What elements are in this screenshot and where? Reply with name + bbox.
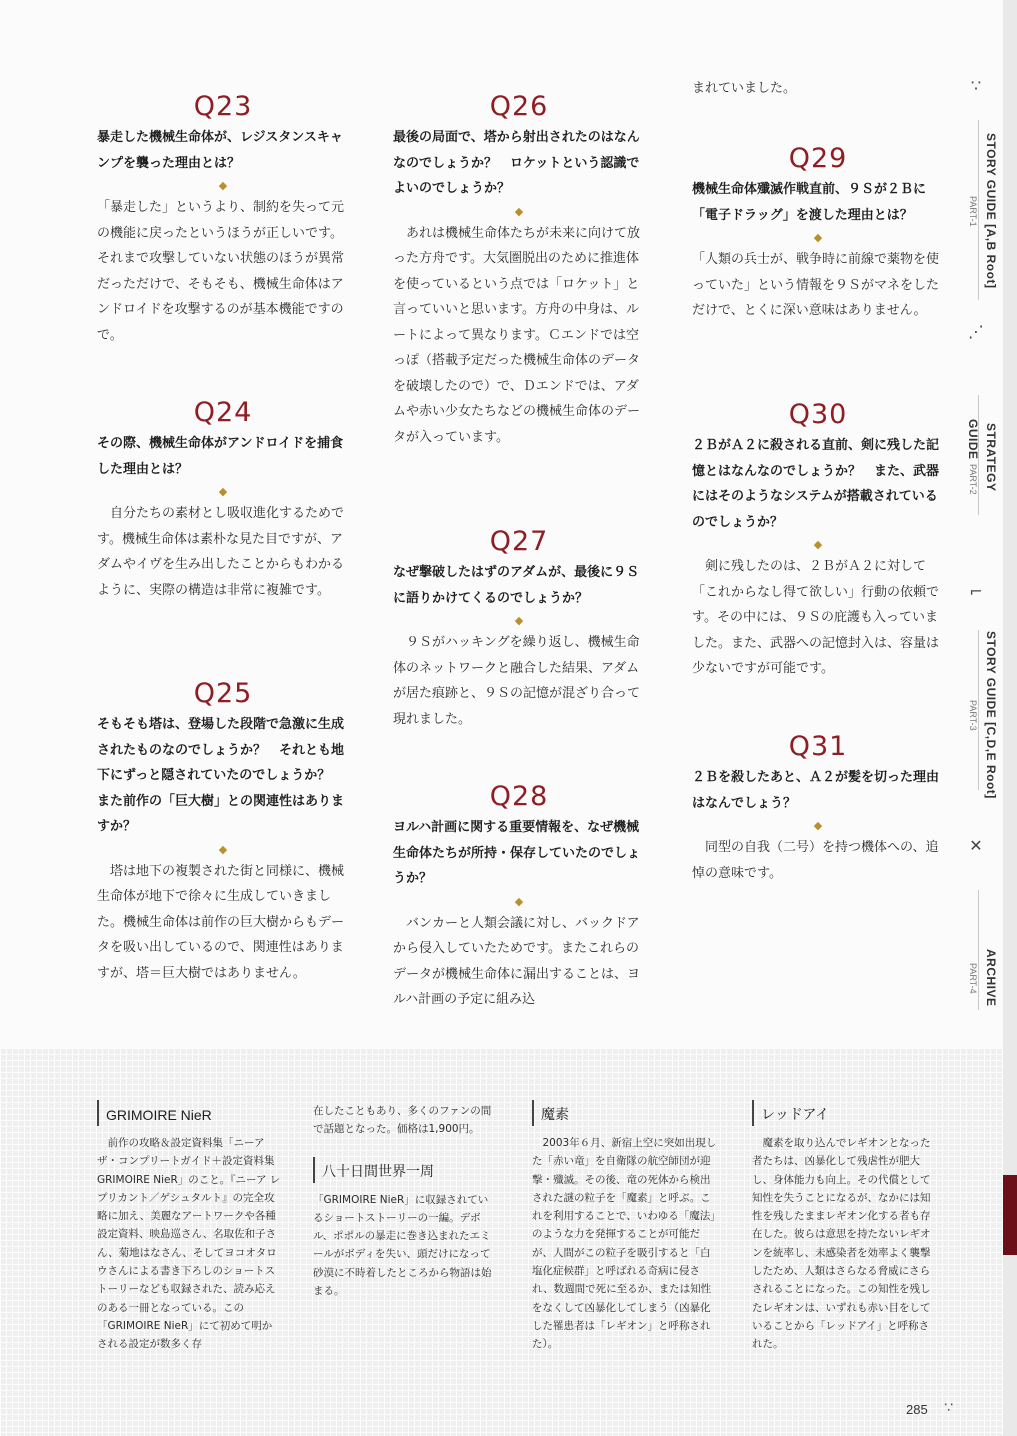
question-text: 最後の局面で、塔から射出されたのはなんなのでしょうか？ ロケットという認識でよいのでしょうか？ — [393, 130, 640, 196]
glossary-text: 「GRIMOIRE NieR」に収録されているショートストーリーの一編。デボル、ポポルの暴走に巻き込まれたエミールがボディを失い、頭だけになって砂漠に不時着したところから物語は始まる。 — [313, 1193, 492, 1298]
cross-dots-icon: ✕ — [969, 836, 983, 855]
qa-item-q29 — [692, 141, 944, 324]
question-number: Q24 — [193, 397, 253, 428]
answer-text: 「暴走した」というより、制約を失って元の機能に戻ったというほうが正しいです。それまで攻撃していない状態のほうが異常だっただけで、そもそも、機械生命体はアンドロイドを攻撃するのが基本機能ですので。 — [97, 200, 345, 343]
question-number: Q29 — [788, 143, 848, 174]
tab-story-guide-cde[interactable] — [960, 630, 1000, 800]
glossary-text: 2003年６月、新宿上空に突如出現した「赤い竜」を自衛隊の航空師団が迎撃・殲滅。その後、竜の死体から検出された謎の粒子を「魔素」と呼ぶ。これを利用することで、いわゆる「魔法」のような力を発揮することが可能だが、人間がこの粒子を吸引すると「白塩化症候群」と呼ばれる奇病に侵され、数週間で死に至るか、または知性をなくして凶暴化してしまう（凶暴化した罹患者は「レギオン」と呼称された）。 — [532, 1137, 717, 1351]
glossary-title: レッドアイ — [752, 1100, 937, 1126]
question-number: Q31 — [788, 731, 848, 762]
diamond-divider-icon: ◆ — [514, 894, 524, 908]
page-dots-icon: ∵ — [944, 1400, 953, 1416]
glossary-grimoire-nier — [97, 1100, 282, 1354]
diamond-divider-icon: ◆ — [218, 179, 228, 192]
question-text: そもそも塔は、登場した段階で急激に生成されたものなのでしょうか？ それとも地下にずっと隠されていたのでしょうか？ また前作の「巨大樹」との関連性はありますか？ — [97, 717, 345, 834]
answer-text: バンカーと人類会議に対し、バックドアから侵入していたためです。またこれらのデータが機械生命体に漏出することは、ヨルハ計画の予定に組み込 — [393, 915, 641, 1007]
diamond-divider-icon: ◆ — [813, 231, 823, 244]
answer-text: あれは機械生命体たちが未来に向けて放った方舟です。大気圏脱出のために推進体を使っているという点では「ロケット」と言っていいと思います。方舟の中身は、ルートによって異なります。Ｃエンドでは空っぽ（搭載予定だった機械生命体のデータを破壊したので）で、Ｄエンドでは、アダムや赤い少女たちなどの機械生命体のデータが入っています。 — [393, 225, 641, 445]
answer-text: 塔は地下の複製された街と同様に、機械生命体が地下で徐々に生成していきました。機械生命体は前作の巨大樹からもデータを吸い出しているので、関連性はありますが、塔＝巨大樹ではありません。 — [97, 863, 345, 981]
glossary-title: GRIMOIRE NieR — [97, 1100, 282, 1126]
glossary-text: 前作の攻略＆設定資料集「ニーア ザ・コンプリートガイド＋設定資料集 GRIMOIRE NieR」のこと。『ニーア レプリカント／ゲシュタルト』の完全攻略に加え、美麗なアートワークや各種設定資料、映島巡さん、名取佐和子さん、菊地はなさん、そしてヨコオタロウさんによる書き下ろしのショートストーリーなども収録された、読み応えのある一冊となっている。この「GRIMOIRE NieR」にて初めて明かされる設定が数多く存 — [97, 1137, 281, 1351]
glossary-continued-text: 在したこともあり、多くのファンの間で話題となった。価格は1,900円。 — [313, 1105, 492, 1136]
qa-item-q26 — [393, 89, 645, 450]
question-text: 機械生命体殲滅作戦直前、９Ｓが２Ｂに「電子ドラッグ」を渡した理由とは？ — [692, 182, 927, 223]
tab-title: ARCHIVE — [984, 949, 998, 1007]
glossary-red-eye — [752, 1100, 937, 1354]
question-number: Q23 — [193, 91, 253, 122]
line-dots-icon: ⋰ — [968, 322, 984, 341]
glossary-text: 魔素を取り込んでレギオンとなった者たちは、凶暴化して残虐性が肥大し、身体能力も向上。その代償として知性を失うことになるが、なかには知性を残したままレギオン化する者も存在した。彼らは意思を持たないレギオンを統率し、未感染者を効率よく襲撃したため、人類はさらなる脅威にさらされることになった。この知性を残したレギオンは、いずれも赤い目をしていることから「レッドアイ」と呼称された。 — [752, 1137, 931, 1351]
tab-strategy-guide[interactable] — [960, 402, 1000, 512]
tab-title: STRATEGY GUIDE — [966, 419, 998, 492]
diamond-divider-icon: ◆ — [813, 538, 823, 551]
answer-text: 同型の自我（二号）を持つ機体への、追悼の意味です。 — [692, 840, 939, 881]
question-text: なぜ撃破したはずのアダムが、最後に９Ｓに語りかけてくるのでしょうか？ — [393, 565, 640, 606]
qa-item-q24 — [97, 395, 349, 603]
diamond-divider-icon: ◆ — [218, 842, 228, 856]
triangle-dots-icon: ∵ — [970, 76, 982, 95]
tab-part: PART-1 — [968, 195, 978, 227]
tab-part: PART-2 — [968, 464, 978, 495]
question-text: その際、機械生命体がアンドロイドを捕食した理由とは？ — [97, 436, 344, 477]
question-text: 暴走した機械生命体が、レジスタンスキャンプを襲った理由とは？ — [97, 130, 343, 171]
qa-item-q31 — [692, 729, 944, 886]
corner-dots-icon: ⌐ — [969, 582, 983, 601]
qa-item-q23 — [97, 89, 349, 348]
qa-item-q25 — [97, 676, 349, 986]
qa-item-q28 — [393, 779, 645, 1013]
tab-part: PART-3 — [968, 699, 978, 731]
qa-item-q27 — [393, 524, 645, 732]
side-index-active-marker — [1003, 1175, 1017, 1255]
answer-text: 自分たちの素材とし吸収進化するためです。機械生命体は素朴な見た目ですが、アダムやイヴを生み出したことからもわかるように、実際の構造は非常に複雑です。 — [97, 506, 345, 598]
answer-text: 剣に残したのは、２ＢがＡ２に対して「これからなし得て欲しい」行動の依頼です。その中には、９Ｓの庇護も入っていました。また、武器への記憶封入は、容量は少ないですが可能です。 — [692, 559, 940, 676]
answer-text: ９Ｓがハッキングを繰り返し、機械生命体のネットワークと融合した結果、アダムが居た痕跡と、９Ｓの記憶が混ざり合って現れました。 — [393, 635, 641, 727]
tab-title: STORY GUIDE [A,B Root] — [984, 133, 998, 289]
question-number: Q26 — [489, 91, 549, 122]
page-number: 285 — [906, 1402, 928, 1417]
tab-part: PART-4 — [968, 962, 978, 994]
glossary-maso — [532, 1100, 717, 1354]
diamond-divider-icon: ◆ — [514, 614, 524, 627]
question-number: Q30 — [788, 399, 848, 430]
tab-title: STORY GUIDE [C,D,E Root] — [984, 631, 998, 799]
glossary-title: 八十日間世界一周 — [313, 1157, 498, 1183]
tab-story-guide-ab[interactable] — [960, 126, 1000, 296]
glossary-title: 魔素 — [532, 1100, 717, 1126]
diamond-divider-icon: ◆ — [514, 204, 524, 218]
tab-archive[interactable] — [960, 948, 1000, 1008]
question-text: ２ＢがＡ２に殺される直前、剣に残した記憶とはなんなのでしょうか？ また、武器にはそのようなシステムが搭載されているのでしょうか？ — [692, 438, 940, 530]
answer-text: 「人類の兵士が、戦争時に前線で薬物を使っていた」という情報を９Ｓがマネをしただけで、とくに深い意味はありません。 — [692, 252, 940, 318]
question-text: ヨルハ計画に関する重要情報を、なぜ機械生命体たちが所持・保存していたのでしょうか？ — [393, 820, 641, 886]
diamond-divider-icon: ◆ — [813, 819, 823, 832]
question-number: Q28 — [489, 781, 549, 812]
question-text: ２Ｂを殺したあと、Ａ２が髪を切った理由はなんでしょう？ — [692, 770, 940, 811]
continued-answer-text: まれていました。 — [692, 81, 797, 96]
qa-item-q30 — [692, 397, 944, 682]
question-number: Q27 — [489, 526, 549, 557]
glossary-column-2 — [313, 1102, 498, 1300]
diamond-divider-icon: ◆ — [218, 485, 228, 498]
question-number: Q25 — [193, 678, 253, 709]
